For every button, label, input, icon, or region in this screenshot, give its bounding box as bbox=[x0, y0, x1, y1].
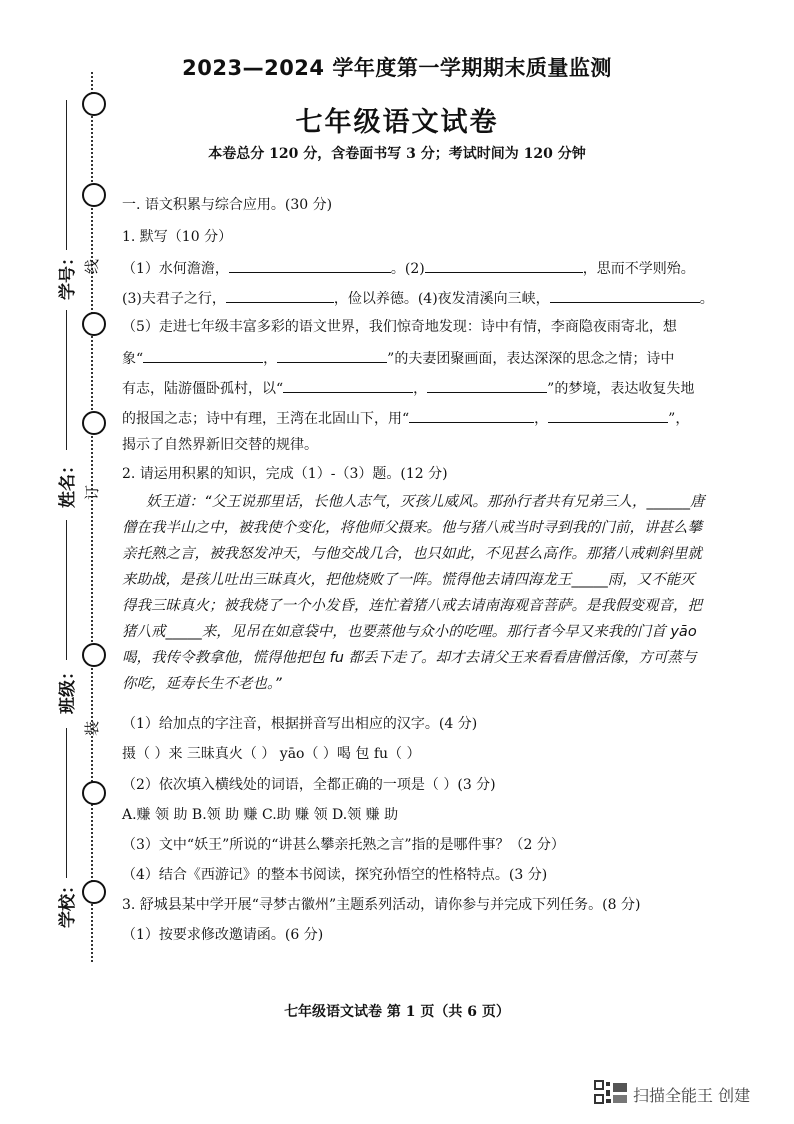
q1-line-5e: 揭示了自然界新旧交替的规律。 bbox=[122, 437, 318, 453]
binding-order-label: 订 bbox=[83, 484, 102, 501]
answer-blank[interactable] bbox=[427, 378, 547, 393]
binding-hole bbox=[82, 781, 106, 805]
story-line: 猪八戒_____来，见吊在如意袋中，也要蒸他与众小的吃哩。那行者今早又来我的门首 yāo bbox=[122, 624, 697, 640]
story-line: 妖王道：“父王说那里话，长他人志气，灭孩儿威风。那孙行者共有兄弟三人，______唐 bbox=[146, 494, 705, 510]
scanner-watermark: 扫描全能王 创建 bbox=[633, 1086, 751, 1105]
section-heading: 一. 语文积累与综合应用。(30 分) bbox=[122, 197, 333, 213]
answer-blank[interactable] bbox=[229, 258, 391, 273]
story-line: 你吃，延寿长生不老也。” bbox=[122, 676, 282, 692]
binding-hole bbox=[82, 411, 106, 435]
story-line: 亲托熟之言，被我怒发冲天，与他交战几合，也只如此，不见甚么高作。那猪八戒刺斜里就 bbox=[122, 546, 702, 562]
exam-title: 2023—2024 学年度第一学期期末质量监测 bbox=[182, 56, 612, 80]
class-field[interactable] bbox=[66, 520, 67, 660]
binding-hole bbox=[82, 312, 106, 336]
answer-blank[interactable] bbox=[143, 348, 263, 363]
q2-1: （1）给加点的字注音，根据拼音写出相应的汉字。(4 分) bbox=[122, 716, 478, 732]
q2-4: （4）结合《西游记》的整本书阅读，探究孙悟空的性格特点。(3 分) bbox=[122, 867, 548, 883]
q1-line-3: (3)夫君子之行， ，俭以养德。(4)夜发清溪向三峡， 。 bbox=[122, 288, 732, 308]
answer-blank[interactable] bbox=[226, 288, 334, 303]
exam-info: 本卷总分 120 分，含卷面书写 3 分；考试时间为 120 分钟 bbox=[208, 146, 586, 162]
story-line: 来助战，是孩儿吐出三昧真火，把他烧败了一阵。慌得他去请四海龙王_____雨，又不能灭 bbox=[122, 572, 695, 588]
q1-line-5c: 有志，陆游僵卧孤村，以“ ， ”的梦境，表达收复失地 bbox=[122, 378, 732, 398]
q3-1: （1）按要求修改邀请函。(6 分) bbox=[122, 927, 324, 943]
binding-hole bbox=[82, 183, 106, 207]
binding-pack-label: 装 bbox=[83, 720, 102, 737]
school-field[interactable] bbox=[66, 728, 67, 878]
story-line: 得我三昧真火；被我烧了一个小发昏，连忙着猪八戒去请南海观音菩萨。是我假变观音，把 bbox=[122, 598, 702, 614]
q3-heading: 3. 舒城县某中学开展“寻梦古徽州”主题系列活动，请你参与并完成下列任务。(8 分) bbox=[122, 897, 641, 913]
q2-1-items: 摄（ ）来 三昧真火（ ） yāo（ ）喝 包 fu（ ） bbox=[122, 746, 421, 762]
answer-blank[interactable] bbox=[409, 408, 534, 423]
q2-2-options: A.赚 领 助 B.领 助 赚 C.助 赚 领 D.领 赚 助 bbox=[122, 807, 399, 823]
exam-subject-title: 七年级语文试卷 bbox=[295, 107, 499, 138]
answer-blank[interactable] bbox=[283, 378, 413, 393]
q1-heading: 1. 默写（10 分） bbox=[122, 229, 233, 245]
answer-blank[interactable] bbox=[548, 408, 668, 423]
name-field[interactable] bbox=[66, 310, 67, 450]
q2-heading: 2. 请运用积累的知识，完成（1）-（3）题。(12 分) bbox=[122, 466, 448, 482]
school-label: 学校： bbox=[58, 877, 78, 928]
answer-blank[interactable] bbox=[277, 348, 387, 363]
story-line: 喝，我传令教拿他，慌得他把包 fu 都丢下走了。却才去请父王来看看唐僧活像，方可蒸与 bbox=[122, 650, 697, 666]
story-line: 僧在我半山之中，被我使个变化，将他师父摄来。他与猪八戒当时寻到我的门前，讲甚么攀 bbox=[122, 520, 702, 536]
page-footer: 七年级语文试卷 第 1 页（共 6 页） bbox=[284, 1004, 510, 1020]
q1-line-1: （1）水何澹澹， 。(2) ，思而不学则殆。 bbox=[122, 258, 732, 278]
q1-line-5a: （5）走进七年级丰富多彩的语文世界，我们惊奇地发现：诗中有情，李商隐夜雨寄北，想 bbox=[122, 319, 677, 335]
answer-blank[interactable] bbox=[550, 288, 700, 303]
binding-line-label: 线 bbox=[83, 258, 102, 275]
scanner-logo-icon bbox=[594, 1080, 628, 1106]
binding-hole bbox=[82, 643, 106, 667]
class-label: 班级： bbox=[58, 663, 78, 714]
binding-hole bbox=[82, 880, 106, 904]
q2-2: （2）依次填入横线处的词语，全都正确的一项是（ ）(3 分) bbox=[122, 777, 496, 793]
answer-blank[interactable] bbox=[425, 258, 583, 273]
q1-line-5d: 的报国之志；诗中有理，王湾在北固山下，用“ ， ”， bbox=[122, 408, 732, 428]
q1-line-5b: 象“ ， ”的夫妻团聚画面，表达深深的思念之情；诗中 bbox=[122, 348, 732, 368]
name-label: 姓名： bbox=[58, 457, 78, 508]
q2-3: （3）文中“妖王”所说的“讲甚么攀亲托熟之言”指的是哪件事？（2 分） bbox=[122, 837, 565, 853]
student-id-label: 学号： bbox=[58, 249, 78, 300]
